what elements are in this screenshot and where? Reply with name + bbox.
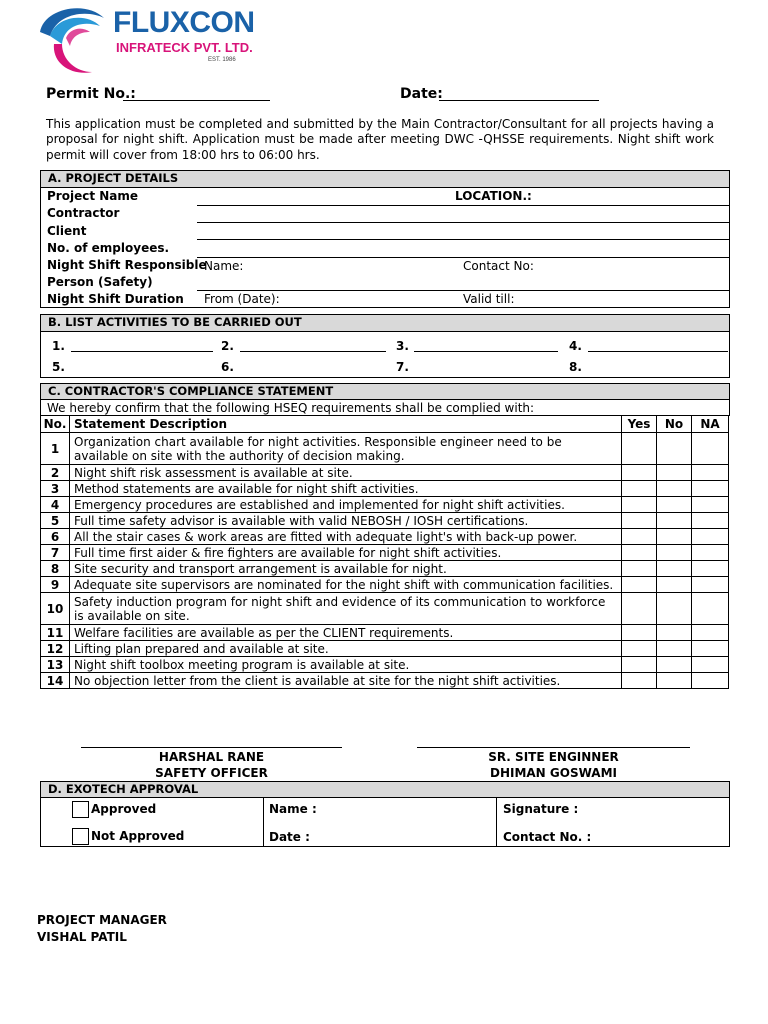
section-b-title: B. LIST ACTIVITIES TO BE CARRIED OUT [41,315,729,332]
section-c-title: C. CONTRACTOR'S COMPLIANCE STATEMENT [41,384,729,400]
col-no: No. [41,416,70,433]
yes-cell[interactable] [622,625,657,641]
activity-5-label: 5. [52,360,65,374]
na-cell[interactable] [692,641,729,657]
row-number: 2 [41,465,70,481]
compliance-row [41,497,729,513]
row-statement: Full time first aider & fire fighters are available for night shift activities. [70,545,622,561]
row-number: 4 [41,497,70,513]
no-cell[interactable] [657,577,692,593]
from-date-label: From (Date): [204,292,280,306]
yes-cell[interactable] [622,545,657,561]
row-number: 5 [41,513,70,529]
section-a-project-details [40,170,730,308]
row-statement: Night shift risk assessment is available at site. [70,465,622,481]
compliance-header-row [41,416,729,433]
location-label: LOCATION.: [455,189,532,203]
row-number: 12 [41,641,70,657]
yes-cell[interactable] [622,465,657,481]
section-c-compliance [40,383,730,416]
compliance-row [41,577,729,593]
col-no-answer: No [657,416,692,433]
na-cell[interactable] [692,673,729,689]
company-logo-icon [36,2,108,74]
yes-cell[interactable] [622,641,657,657]
no-cell[interactable] [657,497,692,513]
not-approved-checkbox[interactable] [72,828,89,845]
na-cell[interactable] [692,593,729,625]
yes-cell[interactable] [622,577,657,593]
row-number: 3 [41,481,70,497]
row-statement: All the stair cases & work areas are fitted with adequate light's with back-up power. [70,529,622,545]
compliance-row [41,561,729,577]
site-engineer-title: SR. SITE ENGINNER [488,750,619,764]
na-cell[interactable] [692,561,729,577]
safety-officer-name: HARSHAL RANE [158,750,265,764]
na-cell[interactable] [692,545,729,561]
responsible-name-label: Name: [204,259,244,273]
project-name-field[interactable] [197,205,729,206]
activity-8-label: 8. [569,360,582,374]
not-approved-label: Not Approved [91,829,185,843]
row-number: 8 [41,561,70,577]
date-field[interactable] [439,86,599,101]
compliance-row [41,625,729,641]
yes-cell[interactable] [622,657,657,673]
activity-3-label: 3. [396,339,409,353]
client-label: Client [47,224,87,238]
row-number: 11 [41,625,70,641]
na-cell[interactable] [692,497,729,513]
row-number: 6 [41,529,70,545]
employees-label: No. of employees. [47,241,170,255]
row-statement: Site security and transport arrangement is available for night. [70,561,622,577]
activity-6-label: 6. [221,360,234,374]
section-d-approval [40,781,730,847]
no-cell[interactable] [657,465,692,481]
approval-name-label: Name : [269,802,317,816]
permit-no-label: Permit No.: [46,86,136,102]
row-number: 7 [41,545,70,561]
safety-officer-title: SAFETY OFFICER [155,766,268,780]
no-cell[interactable] [657,513,692,529]
row-number: 14 [41,673,70,689]
col-yes: Yes [622,416,657,433]
yes-cell[interactable] [622,513,657,529]
responsible-person-label-2: Person (Safety) [47,275,153,289]
yes-cell[interactable] [622,433,657,465]
site-engineer-name: DHIMAN GOSWAMI [489,766,617,780]
company-established: EST. 1986 [208,57,236,63]
activity-1-label: 1. [52,339,65,353]
na-cell[interactable] [692,433,729,465]
yes-cell[interactable] [622,561,657,577]
yes-cell[interactable] [622,673,657,689]
valid-till-label: Valid till: [463,292,515,306]
no-cell[interactable] [657,545,692,561]
na-cell[interactable] [692,625,729,641]
row-statement: Safety induction program for night shift and evidence of its communication to workforce is available on site. [70,593,622,625]
activity-2-field[interactable] [240,351,386,352]
approval-signature-label: Signature : [503,802,579,816]
col-statement: Statement Description [70,416,622,433]
compliance-row [41,465,729,481]
yes-cell[interactable] [622,529,657,545]
na-cell[interactable] [692,577,729,593]
section-d-title: D. EXOTECH APPROVAL [41,782,729,798]
employees-field[interactable] [197,257,729,258]
site-engineer-signature-line[interactable] [417,747,690,748]
activity-1-field[interactable] [71,351,213,352]
compliance-table [40,415,729,689]
client-field[interactable] [197,239,729,240]
row-number: 10 [41,593,70,625]
compliance-row [41,641,729,657]
col-na: NA [692,416,729,433]
no-cell[interactable] [657,657,692,673]
approval-contact-label: Contact No. : [503,830,592,844]
contractor-label: Contractor [47,206,120,220]
row-statement: Emergency procedures are established and implemented for night shift activities. [70,497,622,513]
no-cell[interactable] [657,481,692,497]
no-cell[interactable] [657,433,692,465]
compliance-row [41,513,729,529]
permit-no-field[interactable] [123,86,270,101]
compliance-row [41,545,729,561]
row-number: 13 [41,657,70,673]
project-manager-title: PROJECT MANAGER [37,913,167,927]
no-cell[interactable] [657,625,692,641]
responsible-person-label: Night Shift Responsible [47,258,207,272]
intro-paragraph: This application must be completed and submitted by the Main Contractor/Consultant for all projects having a proposal for night shift. Application must be made after meeting DWC -QHSSE requirements. Night shift work permit will cover from 18:00 hrs to 06:00 hrs. [46,117,714,162]
not-approved-option[interactable] [72,828,184,845]
yes-cell[interactable] [622,593,657,625]
section-b-activities [40,314,730,378]
company-subtitle: INFRATECK PVT. LTD. [116,40,253,55]
compliance-row [41,673,729,689]
row-number: 1 [41,433,70,465]
project-manager-name: VISHAL PATIL [37,930,127,944]
compliance-row [41,481,729,497]
confirm-statement: We hereby confirm that the following HSEQ requirements shall be complied with: [47,401,535,415]
na-cell[interactable] [692,657,729,673]
approved-option[interactable] [72,801,156,818]
no-cell[interactable] [657,673,692,689]
approved-checkbox[interactable] [72,801,89,818]
na-cell[interactable] [692,481,729,497]
activity-4-label: 4. [569,339,582,353]
na-cell[interactable] [692,513,729,529]
yes-cell[interactable] [622,497,657,513]
compliance-row [41,657,729,673]
na-cell[interactable] [692,529,729,545]
row-statement: Adequate site supervisors are nominated for the night shift with communication facilities. [70,577,622,593]
date-label: Date: [400,86,443,102]
row-statement: Welfare facilities are available as per the CLIENT requirements. [70,625,622,641]
yes-cell[interactable] [622,481,657,497]
row-statement: Method statements are available for night shift activities. [70,481,622,497]
activity-3-field[interactable] [414,351,558,352]
row-statement: Full time safety advisor is available with valid NEBOSH / IOSH certifications. [70,513,622,529]
company-name: FLUXCON [113,6,255,39]
row-statement: No objection letter from the client is available at site for the night shift activities. [70,673,622,689]
row-statement: Night shift toolbox meeting program is available at site. [70,657,622,673]
contractor-field[interactable] [197,222,729,223]
na-cell[interactable] [692,465,729,481]
no-cell[interactable] [657,529,692,545]
safety-officer-signature-line[interactable] [81,747,342,748]
approval-date-label: Date : [269,830,310,844]
section-a-title: A. PROJECT DETAILS [41,171,729,188]
duration-label: Night Shift Duration [47,292,184,306]
responsible-contact-label: Contact No: [463,259,534,273]
responsible-field[interactable] [197,290,729,291]
no-cell[interactable] [657,593,692,625]
no-cell[interactable] [657,641,692,657]
activity-7-label: 7. [396,360,409,374]
no-cell[interactable] [657,561,692,577]
row-number: 9 [41,577,70,593]
compliance-row [41,433,729,465]
row-statement: Lifting plan prepared and available at site. [70,641,622,657]
activity-4-field[interactable] [588,351,728,352]
activity-2-label: 2. [221,339,234,353]
approved-label: Approved [91,802,157,816]
project-name-label: Project Name [47,189,139,203]
compliance-row [41,593,729,625]
row-statement: Organization chart available for night activities. Responsible engineer need to be available on site with the authority of decision making. [70,433,622,465]
compliance-row [41,529,729,545]
